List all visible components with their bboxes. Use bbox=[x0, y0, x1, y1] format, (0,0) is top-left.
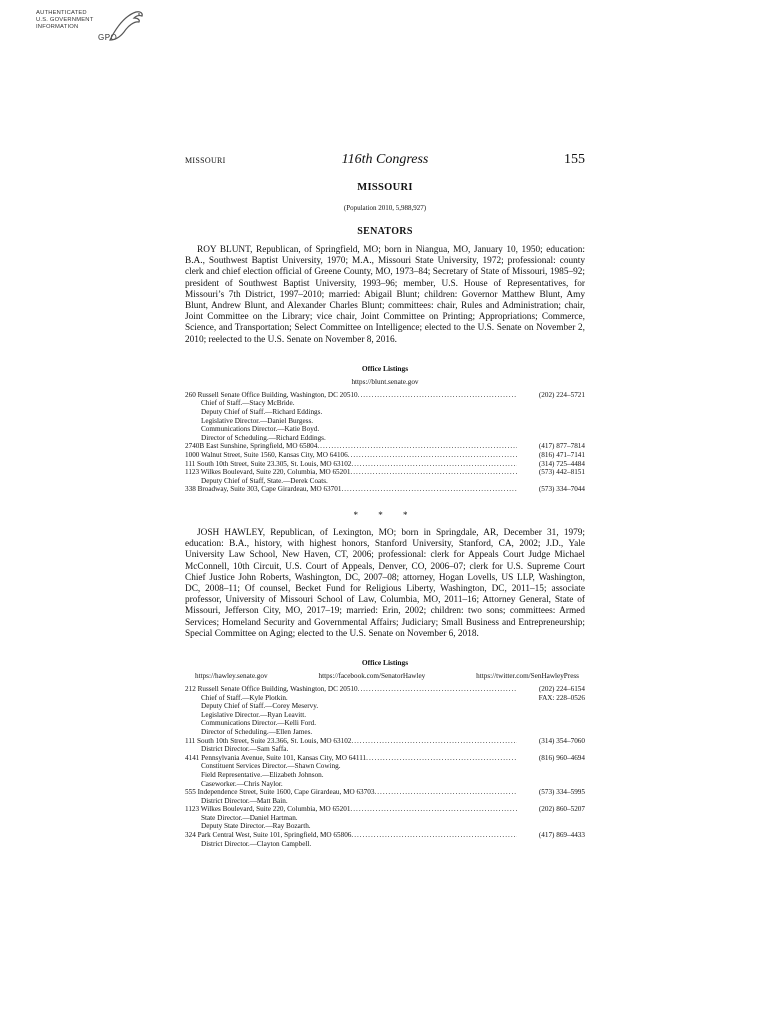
running-head bbox=[185, 150, 585, 172]
staff-entry: Communications Director.—Katie Boyd. bbox=[201, 425, 320, 434]
office-listings-blunt bbox=[185, 391, 585, 494]
staff-entry: State Director.—Daniel Hartman. bbox=[201, 813, 298, 822]
office-row bbox=[185, 754, 585, 788]
dot-leader bbox=[317, 442, 517, 451]
dot-leader bbox=[350, 468, 517, 477]
dot-leader bbox=[374, 788, 517, 797]
staff-entry: District Director.—Clayton Campbell. bbox=[201, 839, 312, 848]
office-row bbox=[185, 788, 585, 805]
office-row bbox=[185, 685, 585, 737]
senator-bio-blunt: ROY BLUNT, Republican, of Springfield, MO; born in Niangua, MO, January 10, 1950; education: B.A., Southwest Baptist University, 1970; M.A., Missouri State University, 1972; professional: county clerk and chief election official of Greene County, MO, 1973–84; Secretary of State of Missouri, 1985–92; president of Southwest Baptist University, 1993–96; member, U.S. House of Representatives, for Missouri’s 7th District, 1997–2010; married: Abigail Blunt; children: Governor Matthew Blunt, Amy Blunt, Andrew Blunt, and Alexander Charles Blunt; committees: chair, Rules and Administration; chair, Joint Committee on the Library; vice chair, Joint Committee on Printing; Appropriations; Commerce, Science, and Transportation; Select Committee on Intelligence; elected to the U.S. Senate on November 2, 2010; reelected to the U.S. Senate on November 8, 2016. bbox=[185, 245, 585, 345]
office-phone: (417) 869–4433 bbox=[538, 831, 585, 840]
section-separator: * * * bbox=[353, 509, 417, 520]
office-row bbox=[185, 442, 585, 451]
staff-entry: Deputy Chief of Staff, State.—Derek Coats. bbox=[201, 476, 328, 485]
dot-leader bbox=[351, 460, 517, 469]
population-note: (Population 2010, 5,988,927) bbox=[343, 204, 427, 212]
dot-leader bbox=[351, 831, 517, 840]
office-fax: FAX: 228–0526 bbox=[538, 693, 585, 702]
office-phone: (202) 860–5207 bbox=[538, 805, 585, 814]
office-address: 338 Broadway, Suite 303, Cape Girardeau, MO 63701 bbox=[185, 485, 342, 494]
office-row bbox=[185, 391, 585, 443]
dot-leader bbox=[358, 685, 517, 694]
office-phone: (314) 354–7060 bbox=[538, 736, 585, 745]
seal-gpo: GPO bbox=[98, 33, 118, 42]
staff-entry: Chief of Staff.—Kyle Plotkin. bbox=[201, 693, 288, 702]
staff-entry: Director of Scheduling.—Ellen James. bbox=[201, 727, 313, 736]
senator-bio-hawley: JOSH HAWLEY, Republican, of Lexington, MO; born in Springdale, AR, December 31, 1979; education: B.A., history, with highest honors, Stanford University, Stanford, CA, 2002; J.D., Yale University Law School, New Haven, CT, 2006; professional: clerk for Appeals Court Judge Michael McConnell, 10th Circuit, U.S. Court of Appeals, Denver, CO, 2006–07; clerk for U.S. Supreme Court Chief Justice John Roberts, Washington, DC, 2007–08; attorney, Hogan Lovells, US LLP, Washington, DC, 2008–11; Of counsel, Becket Fund for Religious Liberty, Washington, DC, 2011–15; associate professor, University of Missouri School of Law, Columbia, MO, 2011–16; Attorney General, State of Missouri, Jefferson City, MO, 2017–19; married: Erin, 2002; children: two sons; committees: Armed Services; Homeland Security and Governmental Affairs; Judiciary; Small Business and Entrepreneurship; Special Committee on Aging; elected to the U.S. Senate on November 6, 2018. bbox=[185, 527, 585, 639]
office-address-line bbox=[185, 737, 517, 746]
dot-leader bbox=[366, 754, 517, 763]
office-listings-hawley bbox=[185, 685, 585, 848]
office-address-line bbox=[185, 685, 517, 694]
website-link[interactable]: https://blunt.senate.gov bbox=[351, 377, 419, 386]
office-address: 1000 Walnut Street, Suite 1560, Kansas City, MO 64106 bbox=[185, 450, 348, 459]
staff-entry: Communications Director.—Kelli Ford. bbox=[201, 719, 316, 728]
twitter-link[interactable]: https://twitter.com/SenHawleyPress bbox=[476, 671, 579, 680]
office-phone: (573) 334–5995 bbox=[538, 788, 585, 797]
office-row bbox=[185, 451, 585, 460]
office-phone: (202) 224–6154 bbox=[538, 684, 585, 693]
office-address-line bbox=[185, 451, 517, 460]
office-row bbox=[185, 737, 585, 754]
running-head-state: MISSOURI bbox=[185, 156, 226, 165]
seal-line-3: INFORMATION bbox=[36, 24, 79, 30]
office-address-line bbox=[185, 468, 517, 477]
running-head-congress: 116th Congress bbox=[341, 152, 429, 167]
staff-entry: Field Representative.—Elizabeth Johnson. bbox=[201, 770, 324, 779]
office-address-line bbox=[185, 805, 517, 814]
gpo-authentication-seal bbox=[36, 6, 148, 48]
office-phone: (314) 725–4484 bbox=[538, 459, 585, 468]
office-phone: (573) 334–7044 bbox=[538, 485, 585, 494]
office-row bbox=[185, 831, 585, 848]
office-phone: (202) 224–5721 bbox=[538, 390, 585, 399]
office-address-line bbox=[185, 391, 517, 400]
office-address: 1123 Wilkes Boulevard, Suite 220, Columbia, MO 65201 bbox=[185, 468, 351, 477]
page-number: 155 bbox=[564, 152, 585, 167]
office-phone: (417) 877–7814 bbox=[538, 442, 585, 451]
staff-entry: Legislative Director.—Daniel Burgess. bbox=[201, 416, 314, 425]
office-listings-heading: Office Listings bbox=[361, 657, 409, 667]
section-heading: SENATORS bbox=[357, 226, 413, 237]
office-address: 2740B East Sunshine, Springfield, MO 65804 bbox=[185, 442, 318, 451]
office-address: 555 Independence Street, Suite 1600, Cape Girardeau, MO 63703 bbox=[185, 788, 375, 797]
office-address: 212 Russell Senate Office Building, Washington, DC 20510 bbox=[185, 684, 358, 693]
office-row bbox=[185, 805, 585, 831]
dot-leader bbox=[351, 737, 517, 746]
website-link[interactable]: https://hawley.senate.gov bbox=[195, 671, 268, 680]
staff-entry: Deputy State Director.—Ray Bozarth. bbox=[201, 822, 311, 831]
office-address: 111 South 10th Street, Suite 23.366, St. Louis, MO 63102 bbox=[185, 736, 352, 745]
document-page bbox=[185, 150, 585, 848]
office-address-line bbox=[185, 754, 517, 763]
staff-entry: Deputy Chief of Staff.—Corey Meservy. bbox=[201, 702, 319, 711]
eagle-icon bbox=[106, 6, 146, 46]
staff-entry: District Director.—Sam Saffa. bbox=[201, 745, 289, 754]
office-address: 111 South 10th Street, Suite 23.305, St. Louis, MO 63102 bbox=[185, 459, 352, 468]
office-address: 324 Park Central West, Suite 101, Springfield, MO 65806 bbox=[185, 831, 352, 840]
dot-leader bbox=[341, 485, 517, 494]
office-address: 4141 Pennsylvania Avenue, Suite 101, Kansas City, MO 64111 bbox=[185, 753, 367, 762]
staff-entry: Constituent Services Director.—Shawn Cowing. bbox=[201, 762, 341, 771]
office-address-line bbox=[185, 831, 517, 840]
office-listings-heading: Office Listings bbox=[361, 363, 409, 373]
staff-entry: Deputy Chief of Staff.—Richard Eddings. bbox=[201, 408, 323, 417]
staff-entry: Chief of Staff.—Stacy McBride. bbox=[201, 399, 295, 408]
office-phone: (816) 471–7141 bbox=[538, 450, 585, 459]
dot-leader bbox=[350, 805, 517, 814]
office-row bbox=[185, 460, 585, 469]
office-row bbox=[185, 485, 585, 494]
office-phone: (573) 442–8151 bbox=[538, 468, 585, 477]
dot-leader bbox=[348, 451, 517, 460]
seal-line-1: AUTHENTICATED bbox=[36, 10, 87, 16]
office-address-line bbox=[185, 788, 517, 797]
office-row bbox=[185, 468, 585, 485]
staff-entry: Caseworker.—Chris Naylor. bbox=[201, 779, 283, 788]
dot-leader bbox=[358, 391, 517, 400]
facebook-link[interactable]: https://facebook.com/SenatorHawley bbox=[318, 671, 426, 680]
office-address: 260 Russell Senate Office Building, Washington, DC 20510 bbox=[185, 390, 358, 399]
staff-entry: District Director.—Matt Bain. bbox=[201, 796, 288, 805]
staff-entry: Director of Scheduling.—Richard Eddings. bbox=[201, 433, 326, 442]
office-address-line bbox=[185, 485, 517, 494]
staff-entry: Legislative Director.—Ryan Leavitt. bbox=[201, 710, 307, 719]
office-address-line bbox=[185, 442, 517, 451]
seal-line-2: U.S. GOVERNMENT bbox=[36, 17, 94, 23]
office-phone: (816) 960–4694 bbox=[538, 753, 585, 762]
state-heading: MISSOURI bbox=[357, 182, 413, 193]
office-address: 1123 Wilkes Boulevard, Suite 220, Columbia, MO 65201 bbox=[185, 805, 351, 814]
office-address-line bbox=[185, 460, 517, 469]
office-urls bbox=[185, 672, 585, 680]
